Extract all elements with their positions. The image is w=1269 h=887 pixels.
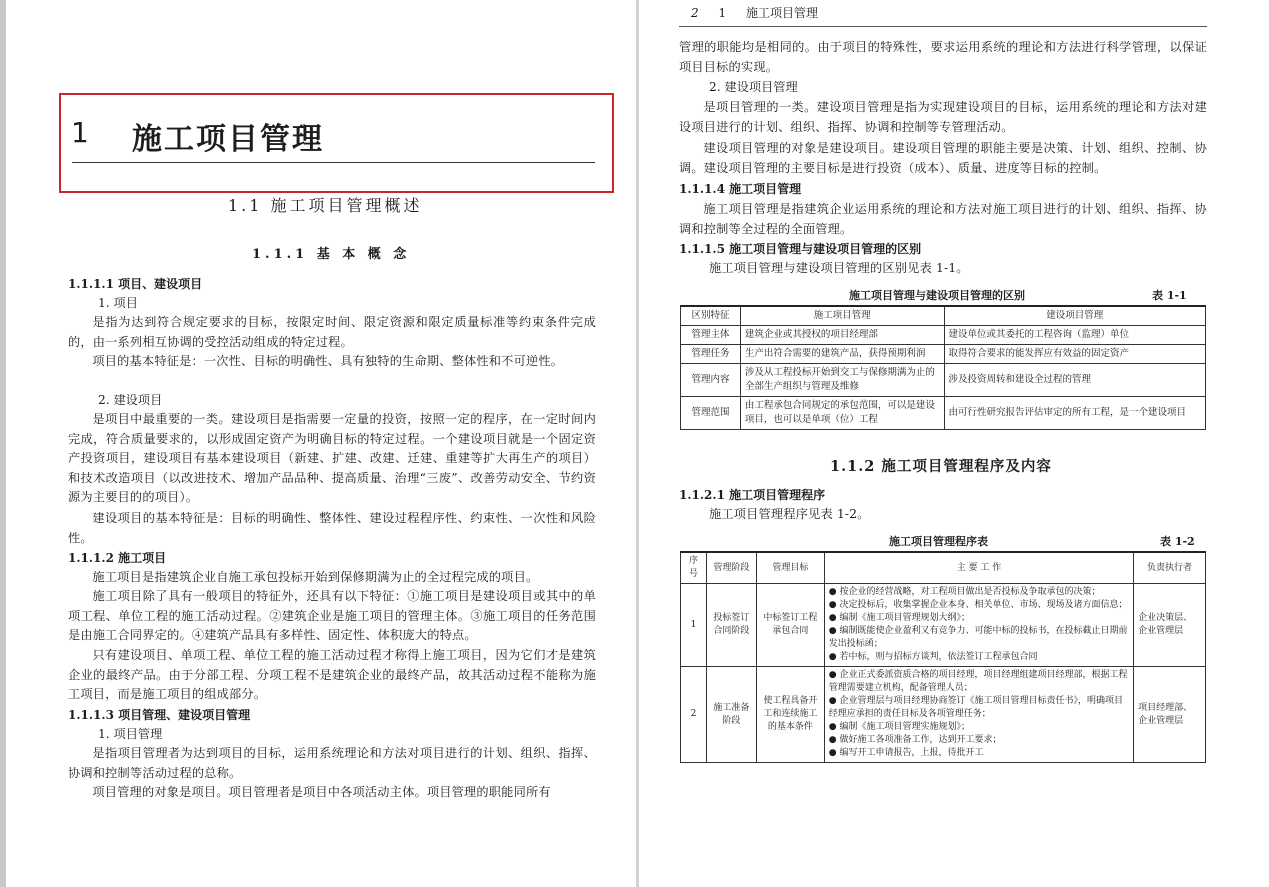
table-cell: 由可行性研究报告评估审定的所有工程，是一个建设项目 <box>944 397 1206 430</box>
table-row <box>681 364 1206 397</box>
table-row <box>681 667 1206 763</box>
para-table2-ref: 施工项目管理程序见表 1-2。 <box>709 507 870 521</box>
para-construction-project-def: 是项目中最重要的一类。建设项目是指需要一定量的投资，按照一定的程序，在一定时间内完成，符合质量要求的，以形成固定资产为明确目标的特定过程。一个建设项目就是一个固定资产投资项目，建设项目有基本建设项目（新建、扩建、改建、迁建、重建等扩大再生产的项目）和技术改造项目（以改进技术、增加产品品种、提高质量、治理“三废”、改善劳动安全、节约资源为主要目的的项目）。 <box>68 412 596 505</box>
work-item: ● 编制《施工项目管理规划大纲》； <box>828 613 970 623</box>
section-title: 1.1 施工项目管理概述 <box>228 196 423 215</box>
work-item: ● 做好施工各项准备工作，达到开工要求； <box>828 735 1002 745</box>
table-header-cell: 施工项目管理 <box>740 306 944 326</box>
table-cell: 投标签订合同阶段 <box>706 584 756 667</box>
table-cell: 由工程承包合同规定的承包范围，可以是建设项目，也可以是单项（位）工程 <box>740 397 944 430</box>
table-header-cell: 管理阶段 <box>706 552 756 584</box>
work-item: ● 编写开工申请报告，上报，待批开工 <box>828 748 984 758</box>
table-cell: 管理主体 <box>681 326 741 345</box>
table-header-cell: 主 要 工 作 <box>824 552 1133 584</box>
para-site-project-features: 施工项目除了具有一般项目的特征外，还具有以下特征：①施工项目是建设项目或其中的单项工程、单位工程的施工活动过程。②建筑企业是施工项目的管理主体。③施工项目的任务范围是由施工合同界定的。④建筑产品具有多样性、固定性、体积庞大的特点。 <box>68 589 596 643</box>
chapter-number: 1 <box>71 116 89 149</box>
header-chapter-number: 1 <box>718 6 727 20</box>
heading-1114: 1.1.1.4 施工项目管理 <box>679 182 802 196</box>
para-cpm-object: 建设项目管理的对象是建设项目。建设项目管理的职能主要是决策、计划、组织、控制、协调。建设项目管理的主要目标是进行投资（成本）、质量、进度等目标的控制。 <box>679 141 1207 175</box>
table-header-cell: 区别特征 <box>681 306 741 326</box>
item-construction-project: 2. 建设项目 <box>98 393 163 407</box>
item-construction-project-management: 2. 建设项目管理 <box>709 80 798 94</box>
table-cell: 企业决策层、企业管理层 <box>1134 584 1206 667</box>
table-row <box>681 345 1206 364</box>
heading-1112: 1.1.1.2 施工项目 <box>68 551 167 565</box>
table-cell-work-list <box>824 584 1133 667</box>
heading-1115: 1.1.1.5 施工项目管理与建设项目管理的区别 <box>679 242 922 256</box>
table-1-2 <box>680 551 1206 763</box>
table2-label: 表 1-2 <box>1160 535 1195 548</box>
table-cell: 1 <box>681 584 707 667</box>
table-cell: 涉及投资周转和建设全过程的管理 <box>944 364 1206 397</box>
table-cell-work-list <box>824 667 1133 763</box>
table1-label: 表 1-1 <box>1152 289 1187 302</box>
work-item: ● 企业正式委派资质合格的项目经理，项目经理组建项目经理部，根据工程管理需要建立机构，配备管理人员； <box>828 670 1128 693</box>
para-site-project-scope: 只有建设项目、单项工程、单位工程的施工活动过程才称得上施工项目，因为它们才是建筑企业的最终产品。由于分部工程、分项工程不是建筑企业的最终产品，故其活动过程不能称为施工项目，而是施工项目的组成部分。 <box>68 648 596 702</box>
table-cell: 建设单位或其委托的工程咨询（监理）单位 <box>944 326 1206 345</box>
table2-caption: 施工项目管理程序表 <box>889 535 988 548</box>
subsection-title: 1.1.1 基 本 概 念 <box>252 247 411 262</box>
table-cell: 施工准备阶段 <box>706 667 756 763</box>
para-continued: 管理的职能均是相同的。由于项目的特殊性，要求运用系统的理论和方法进行科学管理，以保证项目目标的实现。 <box>679 40 1207 74</box>
table-row <box>681 584 1206 667</box>
item-project-management: 1. 项目管理 <box>98 727 163 741</box>
chapter-title: 施工项目管理 <box>132 122 324 157</box>
table-cell: 使工程具备开工和连续施工的基本条件 <box>756 667 824 763</box>
running-header <box>691 4 818 21</box>
work-item: ● 按企业的经营战略，对工程项目做出是否投标及争取承包的决策； <box>828 587 1101 597</box>
table-cell: 生产出符合需要的建筑产品，获得预期利润 <box>740 345 944 364</box>
work-item: ● 若中标，则与招标方谈判，依法签订工程承包合同 <box>828 652 1038 662</box>
table-1-1 <box>680 305 1206 430</box>
table-cell: 中标签订工程承包合同 <box>756 584 824 667</box>
para-spm-def: 施工项目管理是指建筑企业运用系统的理论和方法对施工项目进行的计划、组织、指挥、协调和控制等全过程的全面管理。 <box>679 202 1207 236</box>
table-cell: 管理范围 <box>681 397 741 430</box>
table-cell: 管理任务 <box>681 345 741 364</box>
table-cell: 建筑企业或其授权的项目经理部 <box>740 326 944 345</box>
table-header-cell: 序号 <box>681 552 707 584</box>
table-cell: 项目经理部、企业管理层 <box>1134 667 1206 763</box>
heading-1111: 1.1.1.1 项目、建设项目 <box>68 277 203 291</box>
work-item: ● 企业管理层与项目经理协商签订《施工项目管理目标责任书》，明确项目经理应承担的责任目标及各项管理任务； <box>828 696 1123 719</box>
table-row <box>681 397 1206 430</box>
right-page <box>639 0 1269 887</box>
table-cell: 涉及从工程投标开始到交工与保修期满为止的全部生产组织与管理及维修 <box>740 364 944 397</box>
para-project-features: 项目的基本特征是：一次性、目标的明确性、具有独特的生命期、整体性和不可逆性。 <box>92 354 564 368</box>
chapter-rule <box>72 162 595 163</box>
para-table1-ref: 施工项目管理与建设项目管理的区别见表 1-1。 <box>709 261 969 275</box>
table-header-cell: 建设项目管理 <box>944 306 1206 326</box>
table1-caption: 施工项目管理与建设项目管理的区别 <box>849 289 1025 302</box>
para-project-def: 是指为达到符合规定要求的目标，按限定时间、限定资源和限定质量标准等约束条件完成的，由一系列相互协调的受控活动组成的特定过程。 <box>68 315 596 349</box>
item-project: 1. 项目 <box>98 296 138 310</box>
para-project-management-object: 项目管理的对象是项目。项目管理者是项目中各项活动主体。项目管理的职能同所有 <box>92 785 551 799</box>
table-cell: 2 <box>681 667 707 763</box>
header-rule <box>679 26 1207 27</box>
table-cell: 取得符合要求的能发挥应有效益的固定资产 <box>944 345 1206 364</box>
para-construction-project-features: 建设项目的基本特征是：目标的明确性、整体性、建设过程程序性、约束性、一次性和风险性。 <box>68 511 596 545</box>
table-header-cell: 负责执行者 <box>1134 552 1206 584</box>
table-cell: 管理内容 <box>681 364 741 397</box>
table-header-row <box>681 552 1206 584</box>
table-header-cell: 管理目标 <box>756 552 824 584</box>
table-header-row <box>681 306 1206 326</box>
heading-1121: 1.1.2.1 施工项目管理程序 <box>679 488 826 502</box>
work-item: ● 决定投标后，收集掌握企业本身、相关单位、市场、现场及诸方面信息； <box>828 600 1128 610</box>
para-cpm-def: 是项目管理的一类。建设项目管理是指为实现建设项目的目标，运用系统的理论和方法对建设项目进行的计划、组织、指挥、协调和控制等专管理活动。 <box>679 100 1207 134</box>
para-site-project-def: 施工项目是指建筑企业自施工承包投标开始到保修期满为止的全过程完成的项目。 <box>92 570 539 584</box>
work-item: ● 编制《施工项目管理实施规划》； <box>828 722 970 732</box>
table-row <box>681 326 1206 345</box>
para-project-management-def: 是指项目管理者为达到项目的目标，运用系统理论和方法对项目进行的计划、组织、指挥、协调和控制等活动过程的总称。 <box>68 746 596 780</box>
header-chapter-title: 施工项目管理 <box>745 6 818 20</box>
work-item: ● 编制既能使企业盈利又有竞争力、可能中标的投标书，在投标截止日期前发出投标函； <box>828 626 1128 649</box>
heading-1113: 1.1.1.3 项目管理、建设项目管理 <box>68 708 251 722</box>
page-number: 2 <box>691 6 699 20</box>
section-112-title: 1.1.2 施工项目管理程序及内容 <box>830 458 1052 475</box>
